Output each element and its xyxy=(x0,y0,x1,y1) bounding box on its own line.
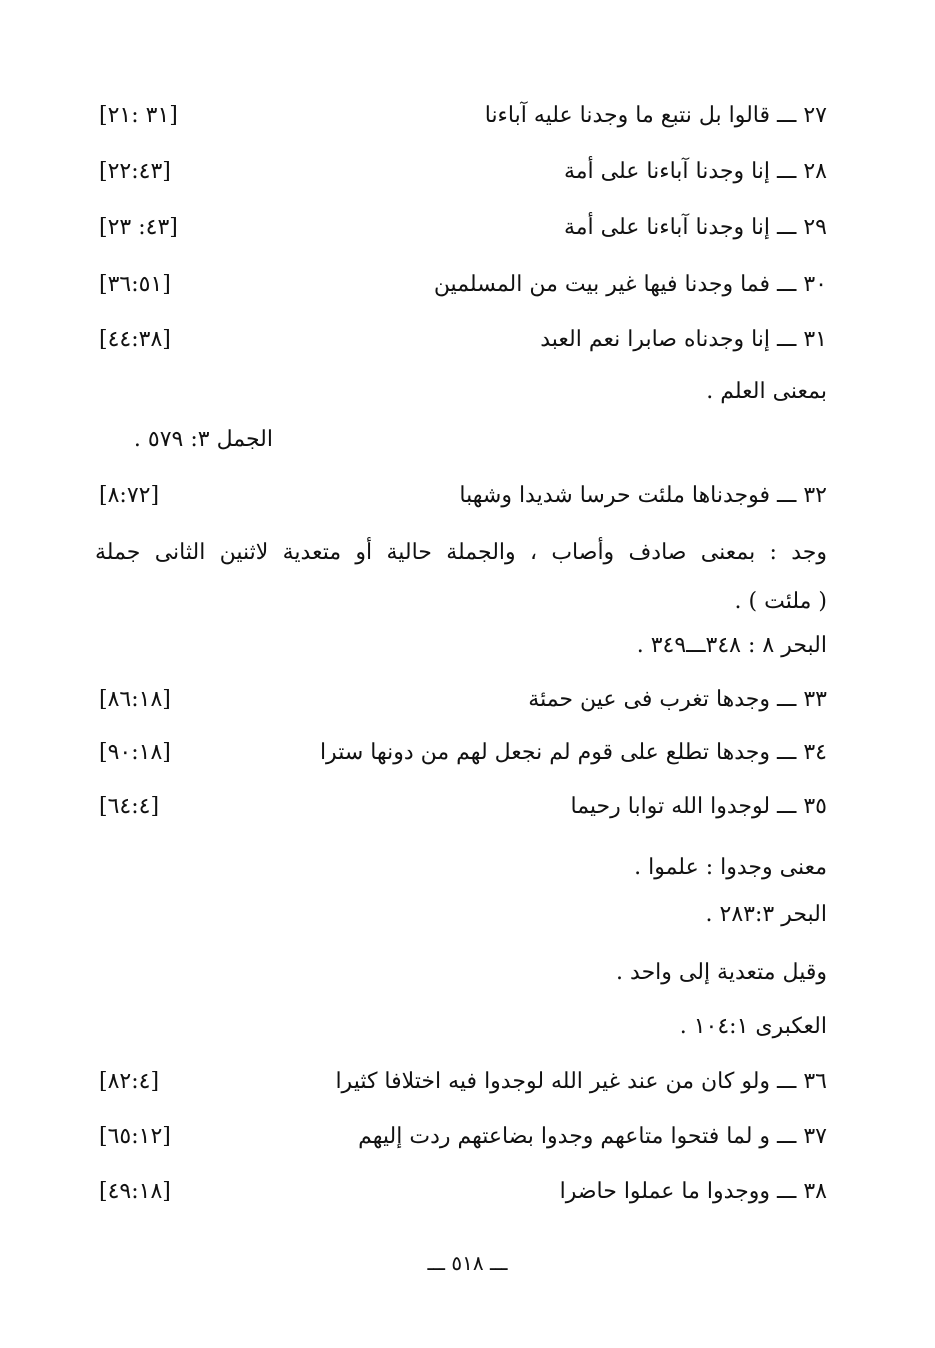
verse-line xyxy=(95,265,827,305)
verse-line xyxy=(95,320,827,360)
verse-line xyxy=(95,787,827,827)
verse-reference: [٤٣: ٢٣] xyxy=(99,215,178,240)
verse-text: ٣٦ ـــ ولو كان من عند غير الله لوجدوا فيه اختلافا كثيرا xyxy=(335,1069,827,1094)
verse-reference: [٦٤:٤] xyxy=(99,794,160,819)
verse-text: ٣١ ـــ إنا وجدناه صابرا نعم العبد xyxy=(540,327,827,352)
verse-text: ٣٠ ـــ فما وجدنا فيها غير بيت من المسلمين xyxy=(433,272,827,297)
verse-reference: [٣١ :٢١] xyxy=(99,103,178,128)
source-citation: العكبرى ١٠٤:١ . xyxy=(679,1014,827,1039)
verse-reference: [٤٩:١٨] xyxy=(99,1179,171,1204)
page-number: ـــ ٥١٨ ـــ xyxy=(427,1251,508,1275)
verse-reference: [٨٦:١٨] xyxy=(99,687,171,712)
verse-reference: [٨٢:٤] xyxy=(99,1069,160,1094)
note-line: معنى وجدوا : علموا . xyxy=(634,855,827,880)
verse-text: ٢٨ ـــ إنا وجدنا آباءنا على أمة xyxy=(563,159,827,184)
verse-reference: [٨:٧٢] xyxy=(99,483,160,508)
verse-line xyxy=(95,1117,827,1157)
verse-reference: [٢٢:٤٣] xyxy=(99,159,171,184)
verse-text: ٣٥ ـــ لوجدوا الله توابا رحيما xyxy=(570,794,827,819)
note-line: ( ملئت ) . xyxy=(734,589,827,614)
verse-line xyxy=(95,476,827,516)
verse-text: ٢٧ ـــ قالوا بل نتبع ما وجدنا عليه آباءنا xyxy=(484,103,827,128)
verse-line xyxy=(95,96,827,136)
verse-reference: [٩٠:١٨] xyxy=(99,740,171,765)
verse-reference: [٤٤:٣٨] xyxy=(99,327,171,352)
source-citation: البحر ٢٨٣:٣ . xyxy=(705,902,827,927)
verse-line xyxy=(95,208,827,248)
source-citation: الجمل ٣: ٥٧٩ . xyxy=(133,427,273,452)
verse-text: ٣٧ ـــ و لما فتحوا متاعهم وجدوا بضاعتهم ردت إليهم xyxy=(358,1124,827,1149)
verse-text: ٣٤ ـــ وجدها تطلع على قوم لم نجعل لهم من دونها سترا xyxy=(319,740,827,765)
verse-text: ٣٨ ـــ ووجدوا ما عملوا حاضرا xyxy=(559,1179,827,1204)
verse-line xyxy=(95,152,827,192)
verse-line xyxy=(95,733,827,773)
note-line: وجد : بمعنى صادف وأصاب ، والجملة حالية أو متعدية لاثنين الثانى جملة xyxy=(95,540,827,565)
note-line: وقيل متعدية إلى واحد . xyxy=(616,960,827,985)
verse-reference: [٦٥:١٢] xyxy=(99,1124,171,1149)
verse-line xyxy=(95,1172,827,1212)
verse-reference: [٣٦:٥١] xyxy=(99,272,171,297)
verse-line xyxy=(95,680,827,720)
verse-text: ٣٣ ـــ وجدها تغرب فى عين حمئة xyxy=(528,687,827,712)
note-line: بمعنى العلم . xyxy=(706,379,827,404)
verse-text: ٢٩ ـــ إنا وجدنا آباءنا على أمة xyxy=(563,215,827,240)
verse-line xyxy=(95,1062,827,1102)
verse-text: ٣٢ ـــ فوجدناها ملئت حرسا شديدا وشهبا xyxy=(459,483,827,508)
source-citation: البحر ٨ : ٣٤٨ـــ٣٤٩ . xyxy=(636,633,827,658)
